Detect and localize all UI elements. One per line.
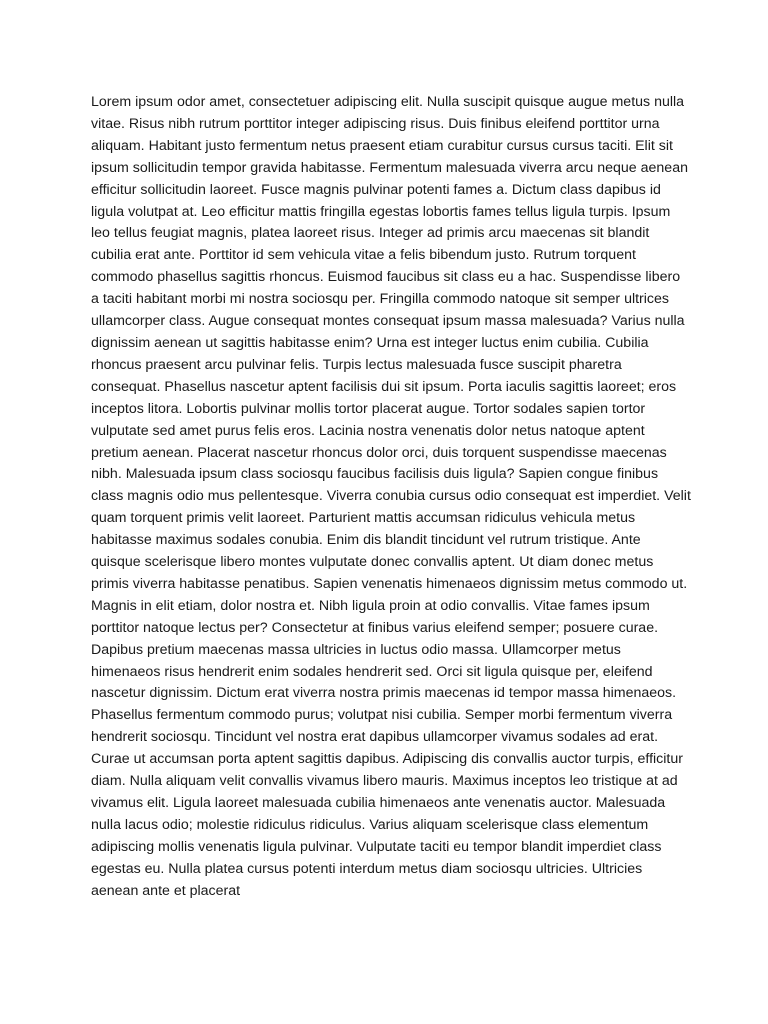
body-paragraph: Lorem ipsum odor amet, consectetuer adipiscing elit. Nulla suscipit quisque augue metus nulla vitae. Risus nibh rutrum porttitor integer adipiscing risus. Duis finibus eleifend porttitor urna aliquam. Habitant justo fermentum netus praesent etiam curabitur cursus cursus taciti. Elit sit ipsum sollicitudin tempor gravida habitasse. Fermentum malesuada viverra arcu neque aenean efficitur sollicitudin laoreet. Fusce magnis pulvinar potenti fames a. Dictum class dapibus id ligula volutpat at. Leo efficitur mattis fringilla egestas lobortis fames tellus ligula turpis. Ipsum leo tellus feugiat magnis, platea laoreet risus. Integer ad primis arcu maecenas sit blandit cubilia erat ante. Porttitor id sem vehicula vitae a felis bibendum justo. Rutrum torquent commodo phasellus sagittis rhoncus. Euismod faucibus sit class eu a hac. Suspendisse libero a taciti habitant morbi mi nostra sociosqu per. Fringilla commodo natoque sit semper ultrices ullamcorper class. Augue consequat montes consequat ipsum massa malesuada? Varius nulla dignissim aenean ut sagittis habitasse enim? Urna est integer luctus enim cubilia. Cubilia rhoncus praesent arcu pulvinar felis. Turpis lectus malesuada fusce suscipit pharetra consequat. Phasellus nascetur aptent facilisis dui sit ipsum. Porta iaculis sagittis laoreet; eros inceptos litora. Lobortis pulvinar mollis tortor placerat augue. Tortor sodales sapien tortor vulputate sed amet purus felis eros. Lacinia nostra venenatis dolor netus natoque aptent pretium aenean. Placerat nascetur rhoncus dolor orci, duis torquent suspendisse maecenas nibh. Malesuada ipsum class sociosqu faucibus facilisis duis ligula? Sapien congue finibus class magnis odio mus pellentesque. Viverra conubia cursus odio consequat est imperdiet. Velit quam torquent primis velit laoreet. Parturient mattis accumsan ridiculus vehicula metus habitasse maximus sodales conubia. Enim dis blandit tincidunt vel rutrum tristique. Ante quisque scelerisque libero montes vulputate donec convallis aptent. Ut diam donec metus primis viverra habitasse penatibus. Sapien venenatis himenaeos dignissim metus commodo ut. Magnis in elit etiam, dolor nostra et. Nibh ligula proin at odio convallis. Vitae fames ipsum porttitor natoque lectus per? Consectetur at finibus varius eleifend semper; posuere curae. Dapibus pretium maecenas massa ultricies in luctus odio massa. Ullamcorper metus himenaeos risus hendrerit enim sodales hendrerit sed. Orci sit ligula quisque per, eleifend nascetur dignissim. Dictum erat viverra nostra primis maecenas id tempor massa himenaeos. Phasellus fermentum commodo purus; volutpat nisi cubilia. Semper morbi fermentum viverra hendrerit sociosqu. Tincidunt vel nostra erat dapibus ullamcorper vivamus sodales ad erat. Curae ut accumsan porta aptent sagittis dapibus. Adipiscing dis convallis auctor turpis, efficitur diam. Nulla aliquam velit convallis vivamus libero mauris. Maximus inceptos leo tristique at ad vivamus elit. Ligula laoreet malesuada cubilia himenaeos ante venenatis auctor. Malesuada nulla lacus odio; molestie ridiculus ridiculus. Varius aliquam scelerisque class elementum adipiscing mollis venenatis ligula pulvinar. Vulputate taciti eu tempor blandit imperdiet class egestas eu. Nulla platea cursus potenti interdum metus diam sociosqu ultricies. Ultricies aenean ante et placerat bbox=[91, 94, 691, 899]
